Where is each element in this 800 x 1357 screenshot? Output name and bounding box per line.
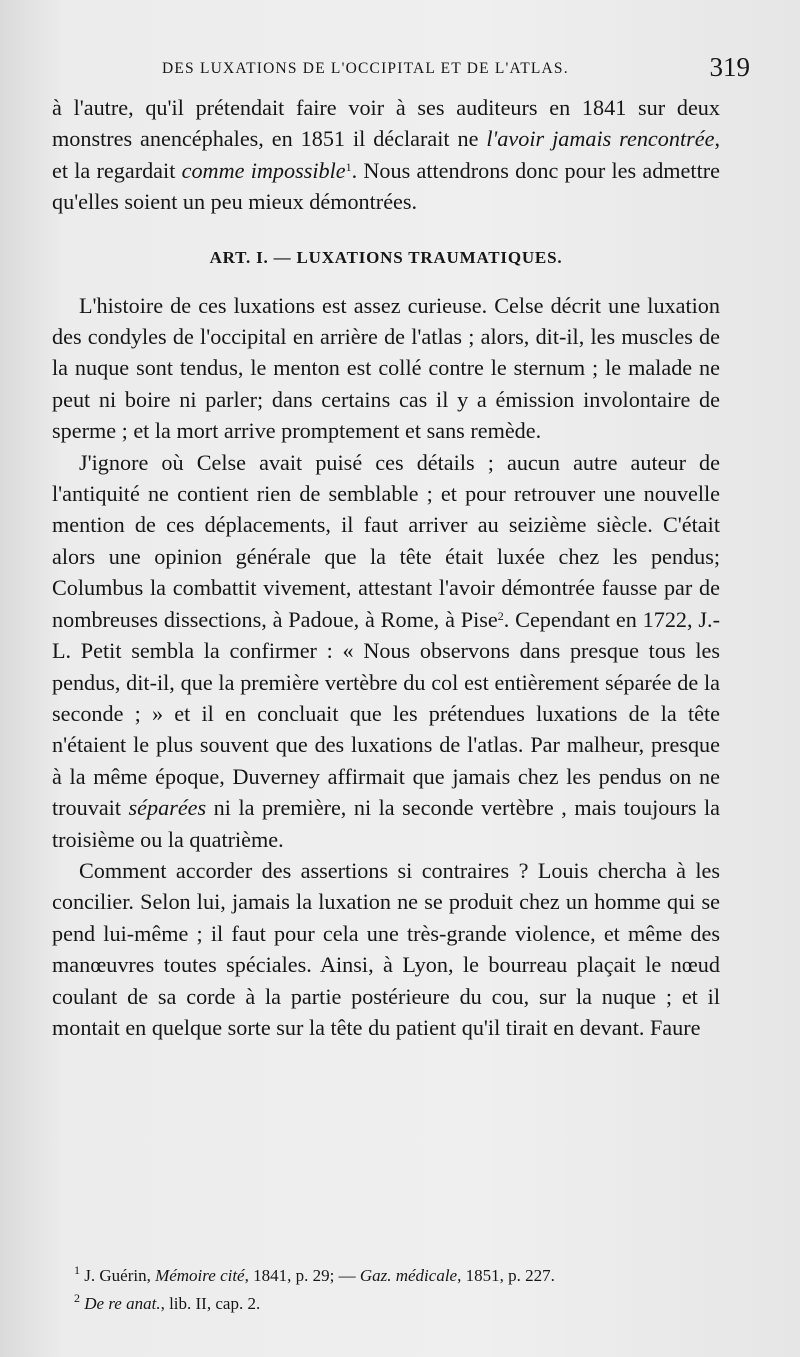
footnotes: [74, 1262, 714, 1318]
italic-run: séparées: [128, 795, 207, 821]
text-run: J'ignore où Celse avait puisé ces détails ; aucun autre auteur de l'antiquité ne contient rien de semblable ; et pour retrouver une nouvelle mention de ces déplacements, il faut arriver au seizième siècle. C'était alors une opinion générale que la tête était luxée chez les pendus; Columbus la combattit vivement, attestant l'avoir démontrée fausse par de nombreuses dissections, à Padoue, à Rome, à Pise: [52, 449, 720, 632]
footnote-ref: 1: [345, 159, 352, 174]
text-run: . Nous attendrons donc pour les admettre qu'elles soient un peu mieux démontrées.: [52, 157, 720, 215]
footnote-mark: 1: [74, 1263, 80, 1277]
text-run: , 1851, p. 227.: [457, 1266, 555, 1285]
text-run: , 1841, p. 29; —: [244, 1266, 360, 1285]
running-title: DES LUXATIONS DE L'OCCIPITAL ET DE L'ATLAS.: [162, 60, 569, 77]
paragraph-continuation: [52, 92, 720, 218]
paragraph: L'histoire de ces luxations est assez curieuse. Celse décrit une luxation des condyles de l'occipital en arrière de l'atlas ; alors, dit-il, les muscles de la nuque sont tendus, le menton est collé contre le sternum ; le malade ne peut ni boire ni parler; dans certains cas il y a émission involontaire de sperme ; et la mort arrive promptement et sans remède.: [52, 292, 720, 444]
text-run: ni la première, ni la seconde vertèbre , mais toujours la troisième ou la quatrième.: [52, 795, 721, 852]
footnote-ref: 2: [497, 608, 504, 623]
text-run: , et la regardait: [52, 126, 720, 183]
italic-run: comme impossible: [181, 157, 346, 183]
footnote-2: [74, 1290, 714, 1318]
paragraph: Comment accorder des assertions si contraires ? Louis chercha à les concilier. Selon lui, jamais la luxation ne se produit chez un homme qui se pend lui-même ; il faut pour cela une très-grande violence, et même des manœuvres toutes spéciales. Ainsi, à Lyon, le bourreau plaçait le nœud coulant de sa corde à la partie postérieure du cou, sur la nuque ; et il montait en quelque sorte sur la tête du patient qu'il tirait en devant. Faure: [52, 857, 720, 1040]
page-number: 319: [709, 52, 750, 82]
paragraph: [52, 447, 720, 855]
footnote-mark: 2: [74, 1291, 80, 1305]
running-header: [52, 52, 750, 92]
section-heading: ART. I. — LUXATIONS TRAUMATIQUES.: [209, 247, 563, 267]
italic-run: Gaz. médicale: [359, 1266, 458, 1285]
italic-run: Mémoire cité: [155, 1266, 245, 1285]
italic-run: l'avoir jamais rencontrée: [486, 126, 715, 152]
body-text: [52, 92, 720, 1043]
text-run: , lib. II, cap. 2.: [160, 1294, 261, 1313]
italic-run: De re anat.: [84, 1294, 161, 1313]
text-run: J. Guérin,: [80, 1266, 156, 1285]
footnote-1: [74, 1262, 714, 1290]
text-run: . Cependant en 1722, J.-L. Petit sembla la confirmer : « Nous observons dans presque tous les pendus, dit-il, que la première vertèbre du col est entièrement séparée de la seconde ; » et il en concluait que les prétendues luxations de la tête n'étaient le plus souvent que des luxations de l'atlas. Par malheur, presque à la même époque, Duverney affirmait que jamais chez les pendus on ne trouvait: [52, 606, 720, 821]
text-run: à l'autre, qu'il prétendait faire voir à ses auditeurs en 1841 sur deux monstres anencéphales, en 1851 il déclarait ne: [52, 95, 720, 152]
